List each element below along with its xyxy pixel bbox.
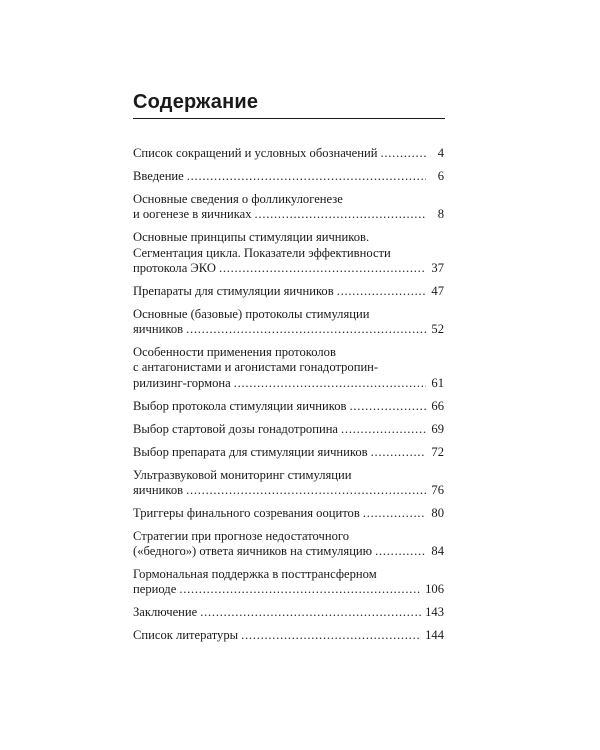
- toc-page-number: 72: [431, 444, 444, 459]
- toc-page-number: 52: [431, 322, 444, 337]
- page-title: Содержание: [133, 91, 259, 113]
- toc-entry-last-line: [133, 169, 444, 184]
- dot-leader: [371, 445, 426, 460]
- toc-entry-title-line: Стратегии при прогнозе недостаточного: [133, 528, 350, 543]
- toc-entry-last-line: [133, 582, 444, 597]
- toc-page-number: 66: [431, 398, 444, 413]
- toc-entry-last-line: [133, 207, 444, 222]
- toc-entry[interactable]: [133, 605, 444, 620]
- toc-entry-title-line: Основные принципы стимуляции яичников.: [133, 230, 370, 245]
- dot-leader: [186, 483, 426, 498]
- toc-page-number: 61: [431, 375, 444, 390]
- toc-entry-last-line: [133, 261, 444, 276]
- toc-entry-last-line: [133, 544, 444, 559]
- toc-entry-last-line: [133, 284, 444, 299]
- toc-entry[interactable]: [133, 567, 444, 598]
- toc-page-number: 69: [431, 421, 444, 436]
- toc-entry-title-line: с антагонистами и агонистами гонадотропин-: [133, 360, 379, 375]
- toc-entry-title-line: рилизинг-гормона: [133, 375, 231, 390]
- table-of-contents: [133, 146, 444, 651]
- toc-entry-last-line: [133, 376, 444, 391]
- toc-entry[interactable]: [133, 192, 444, 223]
- dot-leader: [187, 169, 426, 184]
- toc-entry-last-line: [133, 445, 444, 460]
- toc-entry-title-line: Особенности применения протоколов: [133, 345, 336, 360]
- toc-page-number: 143: [425, 605, 444, 620]
- toc-entry-title-line: Выбор протокола стимуляции яичников: [133, 398, 347, 413]
- toc-entry-title-line: Список сокращений и условных обозначений: [133, 146, 378, 160]
- toc-entry[interactable]: [133, 284, 444, 299]
- toc-entry-title-line: яичников: [133, 322, 184, 337]
- toc-entry-last-line: [133, 628, 444, 643]
- toc-page-number: 144: [425, 628, 444, 643]
- toc-entry[interactable]: [133, 529, 444, 560]
- toc-entry[interactable]: [133, 445, 444, 460]
- toc-entry-last-line: [133, 605, 444, 620]
- toc-entry[interactable]: [133, 399, 444, 414]
- toc-page-number: 6: [437, 168, 444, 183]
- dot-leader: [186, 322, 426, 337]
- dot-leader: [255, 207, 426, 222]
- toc-entry-last-line: [133, 483, 444, 498]
- toc-entry-title-line: Препараты для стимуляции яичников: [133, 283, 334, 298]
- toc-entry-last-line: [133, 422, 444, 437]
- toc-page-number: 76: [431, 482, 444, 497]
- toc-entry-title-line: Основные (базовые) протоколы стимуляции: [133, 306, 370, 321]
- toc-page-number: 47: [431, 283, 444, 298]
- toc-entry-title-line: Гормональная поддержка в посттрансферном: [133, 567, 377, 582]
- toc-entry-title-line: Триггеры финального созревания ооцитов: [133, 505, 360, 520]
- title-divider: [133, 118, 445, 119]
- toc-page-number: 8: [437, 207, 444, 222]
- toc-entry[interactable]: [133, 506, 444, 521]
- toc-entry-title-line: («бедного») ответа яичников на стимуляцию: [133, 544, 373, 559]
- toc-entry-title-line: протокола ЭКО: [133, 260, 216, 275]
- toc-entry[interactable]: [133, 345, 444, 391]
- toc-entry[interactable]: [133, 169, 444, 184]
- dot-leader: [241, 628, 421, 643]
- dot-leader: [375, 544, 426, 559]
- toc-page-number: 80: [431, 505, 444, 520]
- toc-entry[interactable]: [133, 146, 444, 161]
- dot-leader: [200, 605, 421, 620]
- dot-leader: [337, 284, 426, 299]
- dot-leader: [234, 376, 426, 391]
- toc-entry-title-line: Основные сведения о фолликулогенезе: [133, 191, 343, 206]
- toc-entry[interactable]: [133, 230, 444, 276]
- dot-leader: [363, 506, 426, 521]
- toc-entry-title-line: Выбор препарата для стимуляции яичников: [133, 444, 368, 459]
- dot-leader: [380, 146, 426, 161]
- toc-entry-title-line: Введение: [133, 168, 184, 183]
- toc-entry-title-line: Список литературы: [133, 628, 239, 643]
- toc-entry[interactable]: [133, 307, 444, 338]
- toc-entry-title-line: Выбор стартовой дозы гонадотропина: [133, 421, 339, 436]
- toc-page-number: 37: [431, 260, 444, 275]
- dot-leader: [341, 422, 426, 437]
- dot-leader: [350, 399, 426, 414]
- toc-page-number: 4: [437, 146, 444, 160]
- toc-entry[interactable]: [133, 468, 444, 499]
- dot-leader: [179, 582, 421, 597]
- toc-entry-last-line: [133, 506, 444, 521]
- toc-entry-title-line: и оогенезе в яичниках: [133, 207, 252, 222]
- toc-entry-title-line: яичников: [133, 482, 184, 497]
- toc-entry[interactable]: [133, 628, 444, 643]
- toc-entry[interactable]: [133, 422, 444, 437]
- toc-entry-title-line: Сегментация цикла. Показатели эффективности: [133, 245, 391, 260]
- dot-leader: [219, 261, 426, 276]
- toc-entry-last-line: [133, 322, 444, 337]
- toc-entry-title-line: Заключение: [133, 605, 198, 620]
- toc-entry-last-line: [133, 146, 444, 161]
- toc-page-number: 106: [425, 582, 444, 597]
- toc-page-number: 84: [431, 544, 444, 559]
- toc-entry-title-line: периоде: [133, 582, 177, 597]
- toc-entry-last-line: [133, 399, 444, 414]
- toc-entry-title-line: Ультразвуковой мониторинг стимуляции: [133, 467, 352, 482]
